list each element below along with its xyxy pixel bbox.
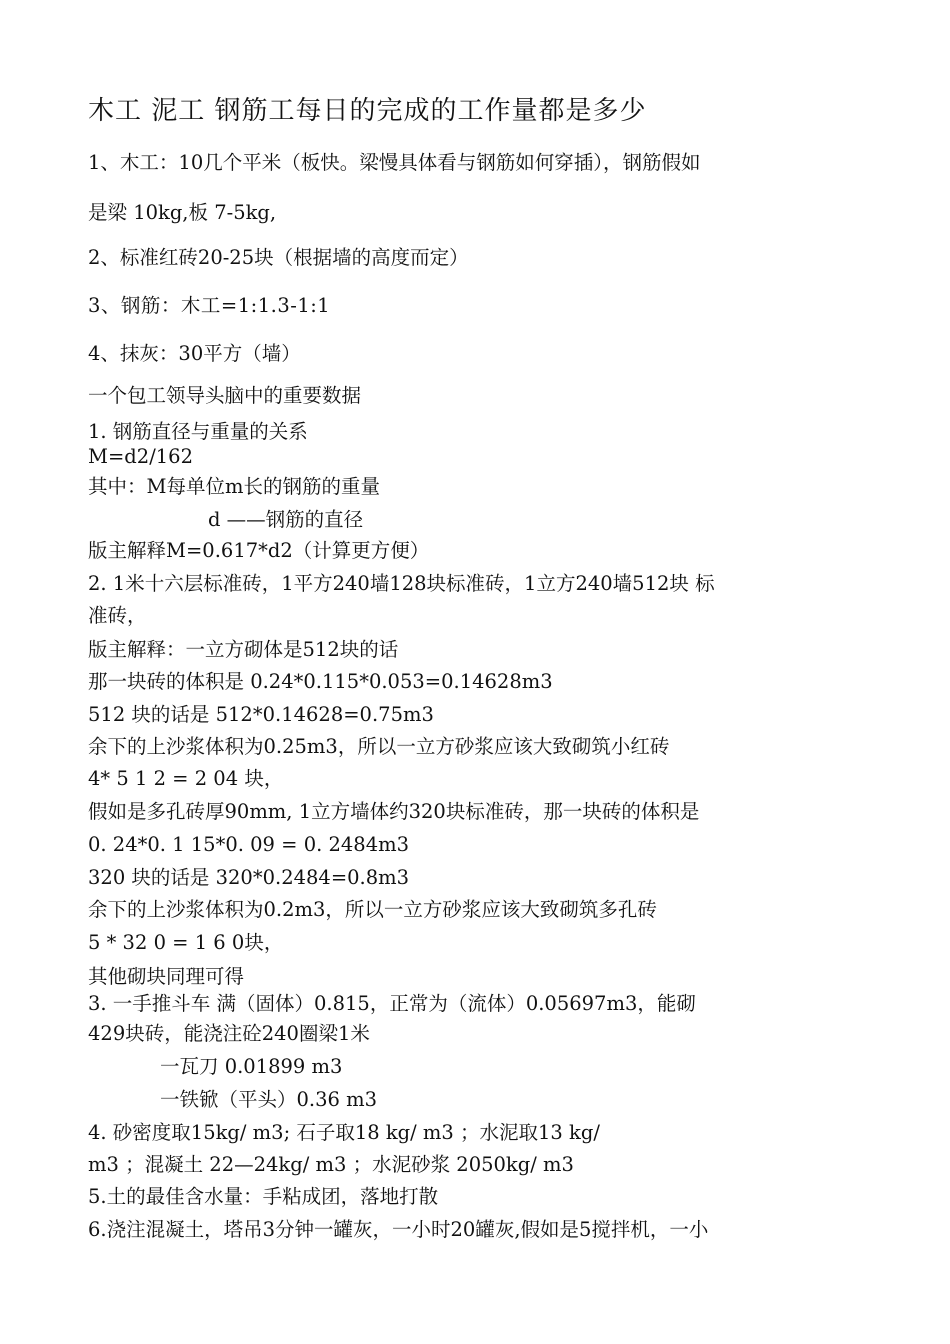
text-line: 5.土的最佳含水量：手粘成团，落地打散 <box>88 1185 439 1208</box>
text-line: 其他砌块同理可得 <box>88 965 245 988</box>
text-line: 3、钢筋：木工=1:1.3-1:1 <box>88 294 331 317</box>
text-line: 那一块砖的体积是 0.24*0.115*0.053=0.14628m3 <box>88 670 553 693</box>
text-line: 版主解释M=0.617*d2（计算更方便） <box>88 539 430 562</box>
text-line: 2、标准红砖20-25块（根据墙的高度而定） <box>88 246 469 269</box>
text-line: M=d2/162 <box>88 445 193 468</box>
text-line: 其中：M每单位m长的钢筋的重量 <box>88 475 380 498</box>
text-line: 6.浇注混凝土，塔吊3分钟一罐灰，一小时20罐灰,假如是5搅拌机，一小 <box>88 1218 709 1241</box>
text-line: 是梁 10kg,板 7-5kg, <box>88 201 277 224</box>
text-line: m3 ；混凝土 22—24kg/ m3 ；水泥砂浆 2050kg/ m3 <box>88 1153 574 1176</box>
text-line: 版主解释：一立方砌体是512块的话 <box>88 638 399 661</box>
text-line: 4. 砂密度取15kg/ m3; 石子取18 kg/ m3 ；水泥取13 kg/ <box>88 1121 600 1144</box>
text-line: 准砖， <box>88 604 147 627</box>
text-line: 一个包工领导头脑中的重要数据 <box>88 384 362 407</box>
document-title: 木工 泥工 钢筋工每日的完成的工作量都是多少 <box>88 96 647 126</box>
text-line: 一铁锨（平头）0.36 m3 <box>160 1088 378 1111</box>
text-line: d ——钢筋的直径 <box>208 508 364 531</box>
text-line: 一瓦刀 0.01899 m3 <box>160 1055 343 1078</box>
text-line: 假如是多孔砖厚90mm, 1立方墙体约320块标准砖，那一块砖的体积是 <box>88 800 700 823</box>
text-line: 429块砖，能浇注砼240圈梁1米 <box>88 1022 370 1045</box>
text-line: 5 * 32 0 = 1 6 0块， <box>88 931 284 954</box>
text-line: 1、木工：10几个平米（板快。梁慢具体看与钢筋如何穿插），钢筋假如 <box>88 151 701 174</box>
text-line: 1. 钢筋直径与重量的关系 <box>88 420 308 443</box>
text-line: 4、抹灰：30平方（墙） <box>88 342 301 365</box>
text-line: 3. 一手推斗车 满（固体）0.815，正常为（流体）0.05697m3，能砌 <box>88 992 696 1015</box>
text-line: 0. 24*0. 1 15*0. 09 = 0. 2484m3 <box>88 833 410 856</box>
text-line: 4* 5 1 2 = 2 04 块， <box>88 767 284 790</box>
text-line: 余下的上沙浆体积为0.25m3，所以一立方砂浆应该大致砌筑小红砖 <box>88 735 670 758</box>
text-line: 320 块的话是 320*0.2484=0.8m3 <box>88 866 410 889</box>
text-line: 512 块的话是 512*0.14628=0.75m3 <box>88 703 434 726</box>
text-line: 2. 1米十六层标准砖，1平方240墙128块标准砖，1立方240墙512块 标 <box>88 572 715 595</box>
text-line: 余下的上沙浆体积为0.2m3，所以一立方砂浆应该大致砌筑多孔砖 <box>88 898 657 921</box>
